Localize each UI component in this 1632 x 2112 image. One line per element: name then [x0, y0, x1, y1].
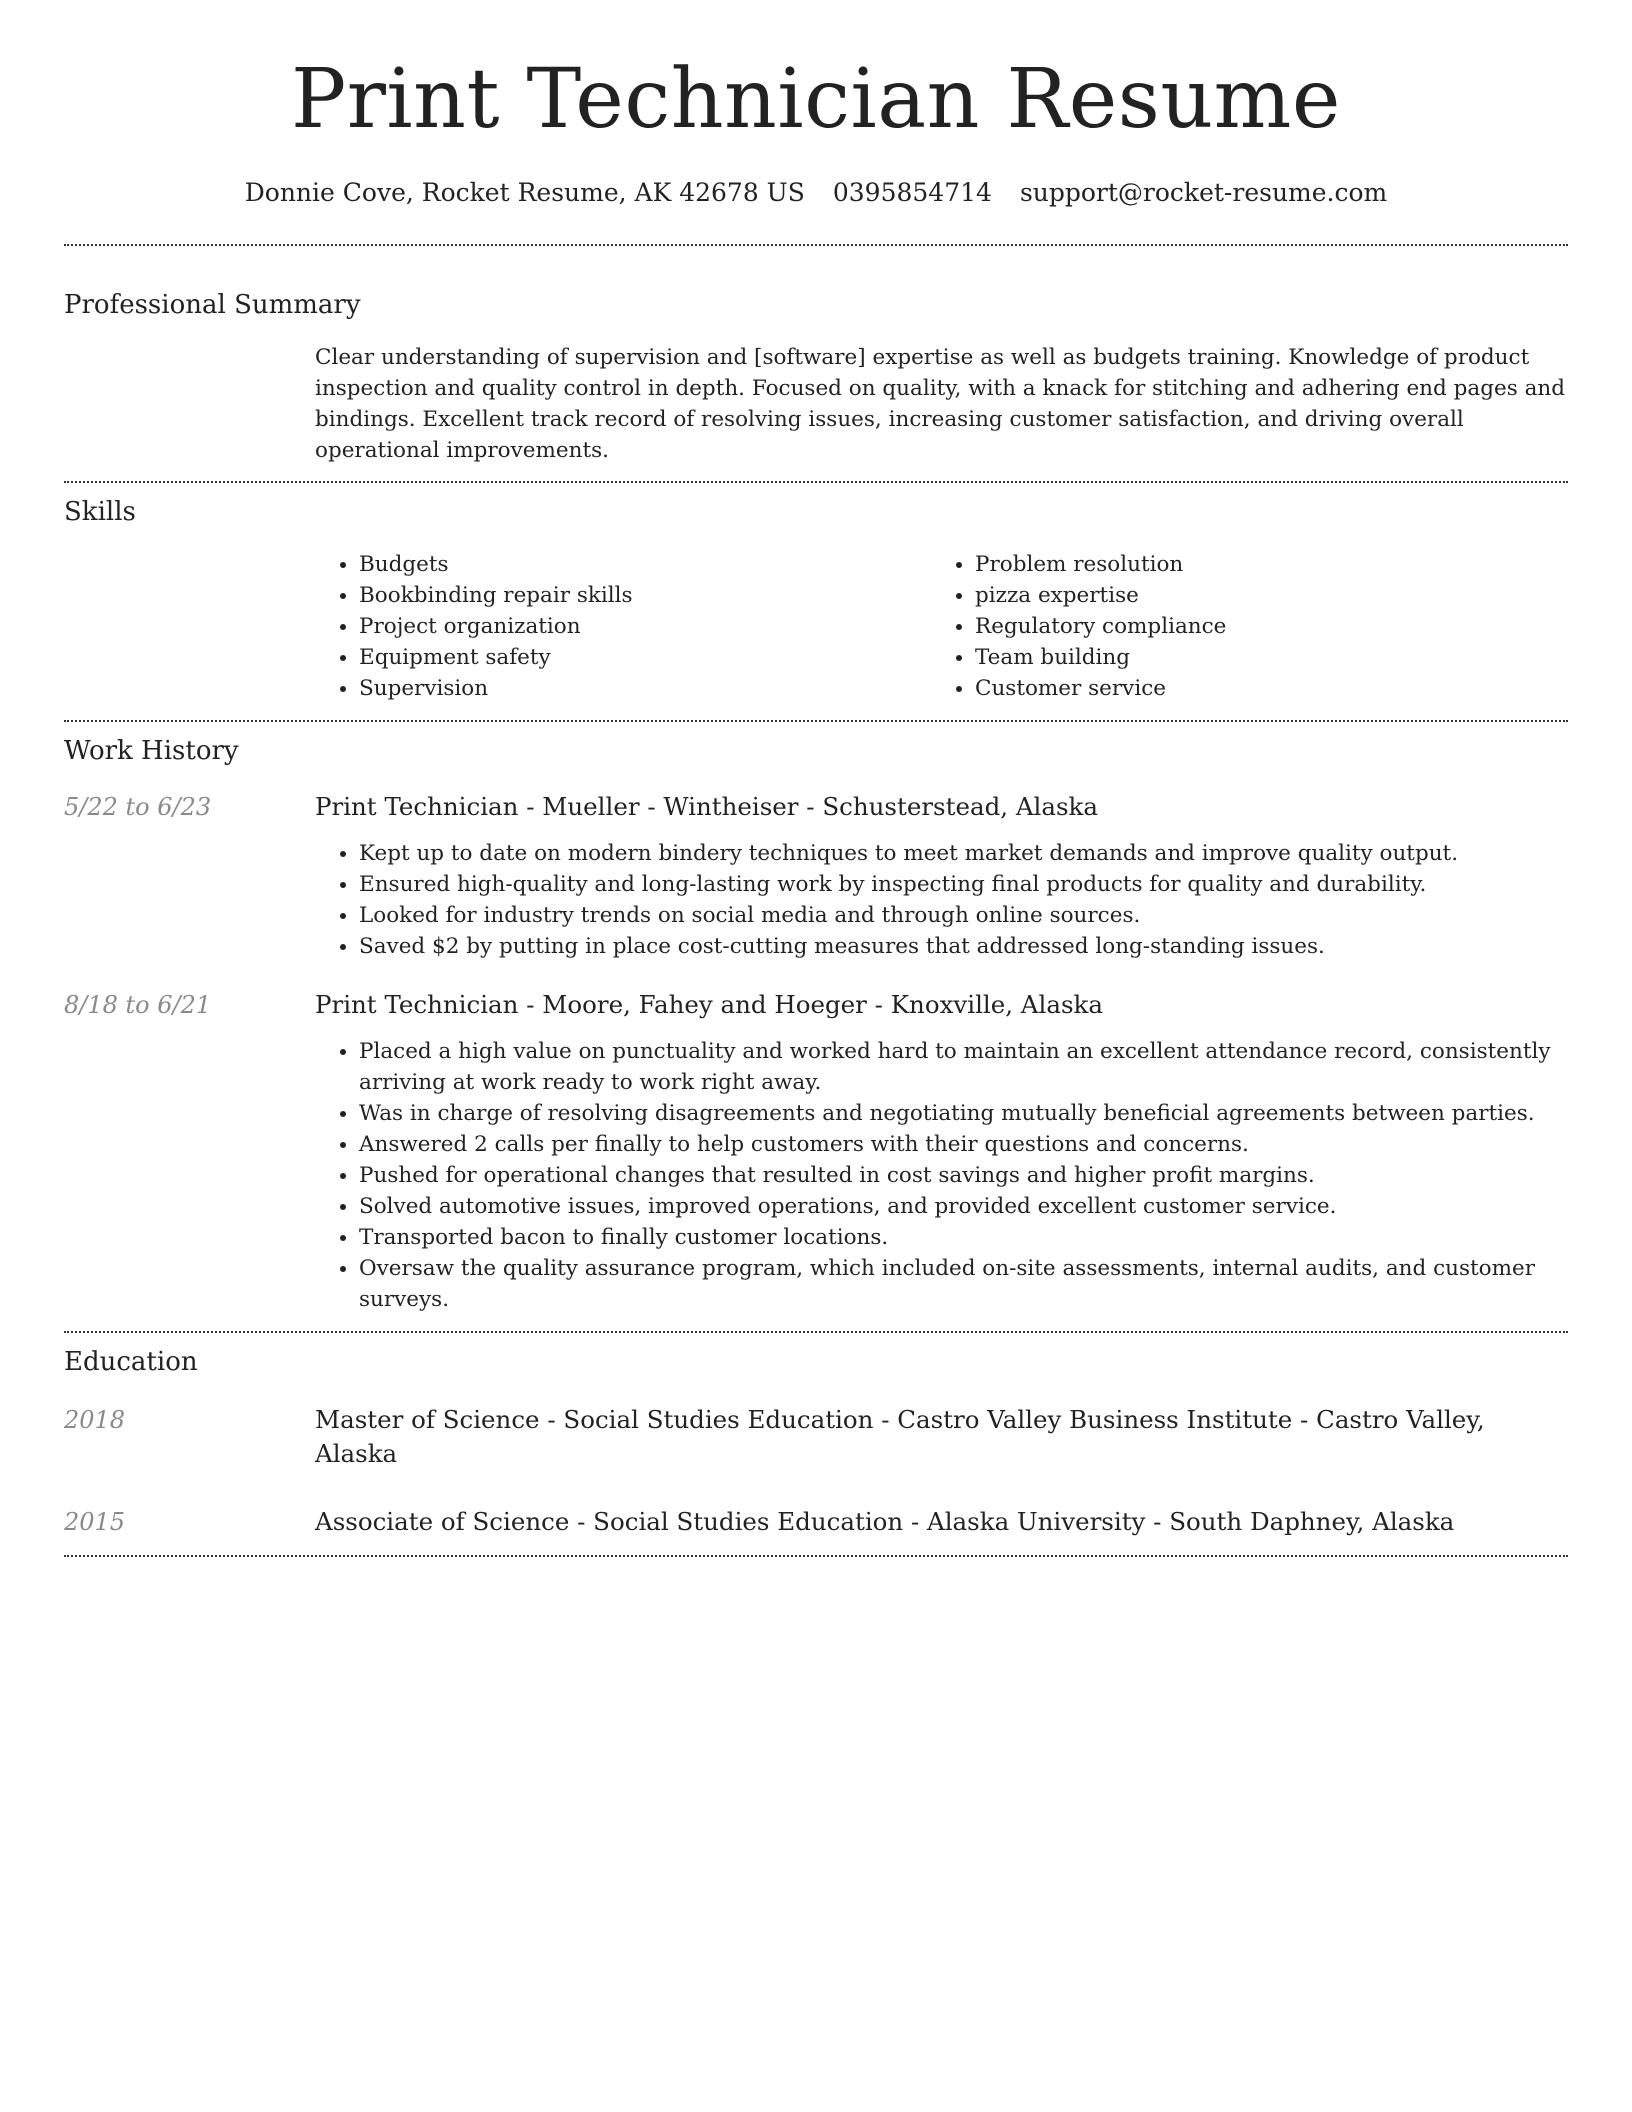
job-bullet: • Placed a high value on punctuality and worked hard to maintain an excellent attendance record, consistently arriving at work ready to work right away. [359, 1036, 1568, 1098]
education-heading: Associate of Science - Social Studies Education - Alaska University - South Daphney, Alaska [315, 1507, 1455, 1536]
job-bullet: • Looked for industry trends on social media and through online sources. [359, 900, 1568, 931]
contact-email: support@rocket-resume.com [1019, 178, 1388, 207]
section-divider [64, 1555, 1568, 1557]
education-entry [64, 1505, 1568, 1539]
job-dates: 8/18 to 6/21 [64, 991, 212, 1019]
contact-phone: 0395854714 [832, 178, 992, 207]
job-bullet: • Transported bacon to finally customer locations. [359, 1222, 1568, 1253]
work-section-title: Work History [64, 736, 239, 766]
job-entry [64, 790, 1568, 824]
job-bullet: • Answered 2 calls per finally to help customers with their questions and concerns. [359, 1129, 1568, 1160]
skill-item: • Regulatory compliance [975, 611, 1547, 642]
contact-line [64, 176, 1568, 210]
skill-item: • Bookbinding repair skills [359, 580, 931, 611]
job-bullet: • Saved $2 by putting in place cost-cutting measures that addressed long-standing issues. [359, 931, 1568, 962]
job-bullet: • Was in charge of resolving disagreements and negotiating mutually beneficial agreements between parties. [359, 1098, 1568, 1129]
resume-title: Print Technician Resume [291, 52, 1341, 147]
skill-item: • Problem resolution [975, 549, 1547, 580]
job-bullet: • Kept up to date on modern bindery techniques to meet market demands and improve quality output. [359, 838, 1568, 869]
education-year: 2015 [64, 1508, 126, 1536]
job-heading: Print Technician - Mueller - Wintheiser - Schusterstead, Alaska [315, 792, 1098, 821]
section-divider [64, 1331, 1568, 1333]
skill-item: • Customer service [975, 673, 1547, 704]
job-entry [64, 988, 1568, 1022]
job-bullet: • Solved automotive issues, improved operations, and provided excellent customer service. [359, 1191, 1568, 1222]
job-bullet: • Oversaw the quality assurance program, which included on-site assessments, internal audits, and customer surveys. [359, 1253, 1568, 1315]
job-bullet: • Pushed for operational changes that resulted in cost savings and higher profit margins. [359, 1160, 1568, 1191]
summary-text: Clear understanding of supervision and [software] expertise as well as budgets training. Knowledge of product inspection and quality control in depth. Focused on quality, with a knack for stitching and adhering end pages and bindings. Excellent track record of resolving issues, increasing customer satisfaction, and driving overall operational improvements. [315, 345, 1565, 463]
education-entry [64, 1403, 1568, 1471]
section-divider [64, 244, 1568, 246]
skill-item: • Budgets [359, 549, 931, 580]
job-bullets [64, 838, 1568, 962]
skill-item: • pizza expertise [975, 580, 1547, 611]
job-dates: 5/22 to 6/23 [64, 793, 212, 821]
skills-column-left [315, 549, 931, 704]
skill-item: • Project organization [359, 611, 931, 642]
education-section-title: Education [64, 1347, 198, 1377]
skill-item: • Equipment safety [359, 642, 931, 673]
section-divider [64, 481, 1568, 483]
education-heading: Master of Science - Social Studies Education - Castro Valley Business Institute - Castro Valley, Alaska [315, 1405, 1485, 1468]
skills-section-title: Skills [64, 497, 136, 527]
job-bullets [64, 1036, 1568, 1315]
section-divider [64, 720, 1568, 722]
skills-column-right [931, 549, 1547, 704]
summary-section-title: Professional Summary [64, 290, 361, 320]
job-bullet: • Ensured high-quality and long-lasting work by inspecting final products for quality and durability. [359, 869, 1568, 900]
skill-item: • Team building [975, 642, 1547, 673]
job-heading: Print Technician - Moore, Fahey and Hoeger - Knoxville, Alaska [315, 990, 1103, 1019]
skills-list [315, 549, 1568, 704]
contact-address: Donnie Cove, Rocket Resume, AK 42678 US [244, 178, 805, 207]
skill-item: • Supervision [359, 673, 931, 704]
education-year: 2018 [64, 1406, 126, 1434]
